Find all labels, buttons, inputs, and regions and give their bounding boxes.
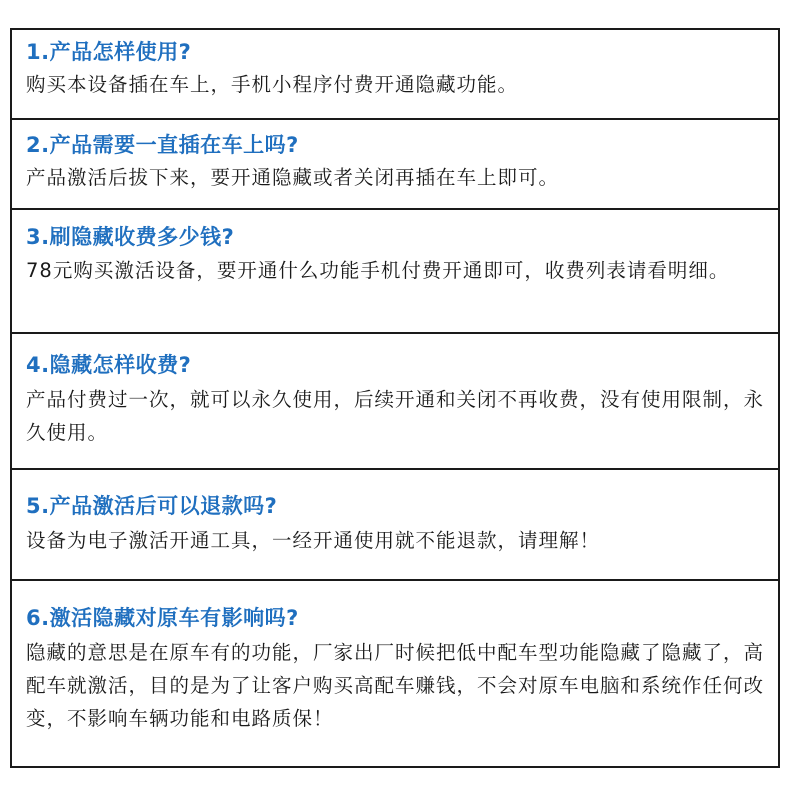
faq-item-6 [12, 581, 778, 766]
faq-question: 3.刷隐藏收费多少钱? [26, 225, 235, 249]
faq-item-5 [12, 470, 778, 581]
faq-item-3 [12, 210, 778, 334]
faq-table [10, 28, 780, 768]
faq-answer: 产品付费过一次，就可以永久使用，后续开通和关闭不再收费，没有使用限制，永久使用。 [26, 388, 765, 444]
faq-question: 1.产品怎样使用? [26, 40, 192, 64]
faq-item-1 [12, 30, 778, 120]
faq-question: 4.隐藏怎样收费? [26, 353, 192, 377]
faq-item-2 [12, 120, 778, 210]
faq-question: 5.产品激活后可以退款吗? [26, 494, 278, 518]
faq-answer: 购买本设备插在车上，手机小程序付费开通隐藏功能。 [26, 73, 519, 96]
faq-answer: 78元购买激活设备，要开通什么功能手机付费开通即可，收费列表请看明细。 [26, 259, 730, 282]
faq-item-4 [12, 334, 778, 470]
faq-answer: 隐藏的意思是在原车有的功能，厂家出厂时候把低中配车型功能隐藏了隐藏了，高配车就激活，目的是为了让客户购买高配车赚钱，不会对原车电脑和系统作任何改变，不影响车辆功能和电路质保！ [26, 641, 765, 730]
faq-answer: 设备为电子激活开通工具，一经开通使用就不能退款，请理解！ [26, 529, 601, 552]
faq-question: 2.产品需要一直插在车上吗? [26, 133, 299, 157]
faq-answer: 产品激活后拔下来，要开通隐藏或者关闭再插在车上即可。 [26, 166, 560, 189]
faq-question: 6.激活隐藏对原车有影响吗? [26, 606, 299, 630]
